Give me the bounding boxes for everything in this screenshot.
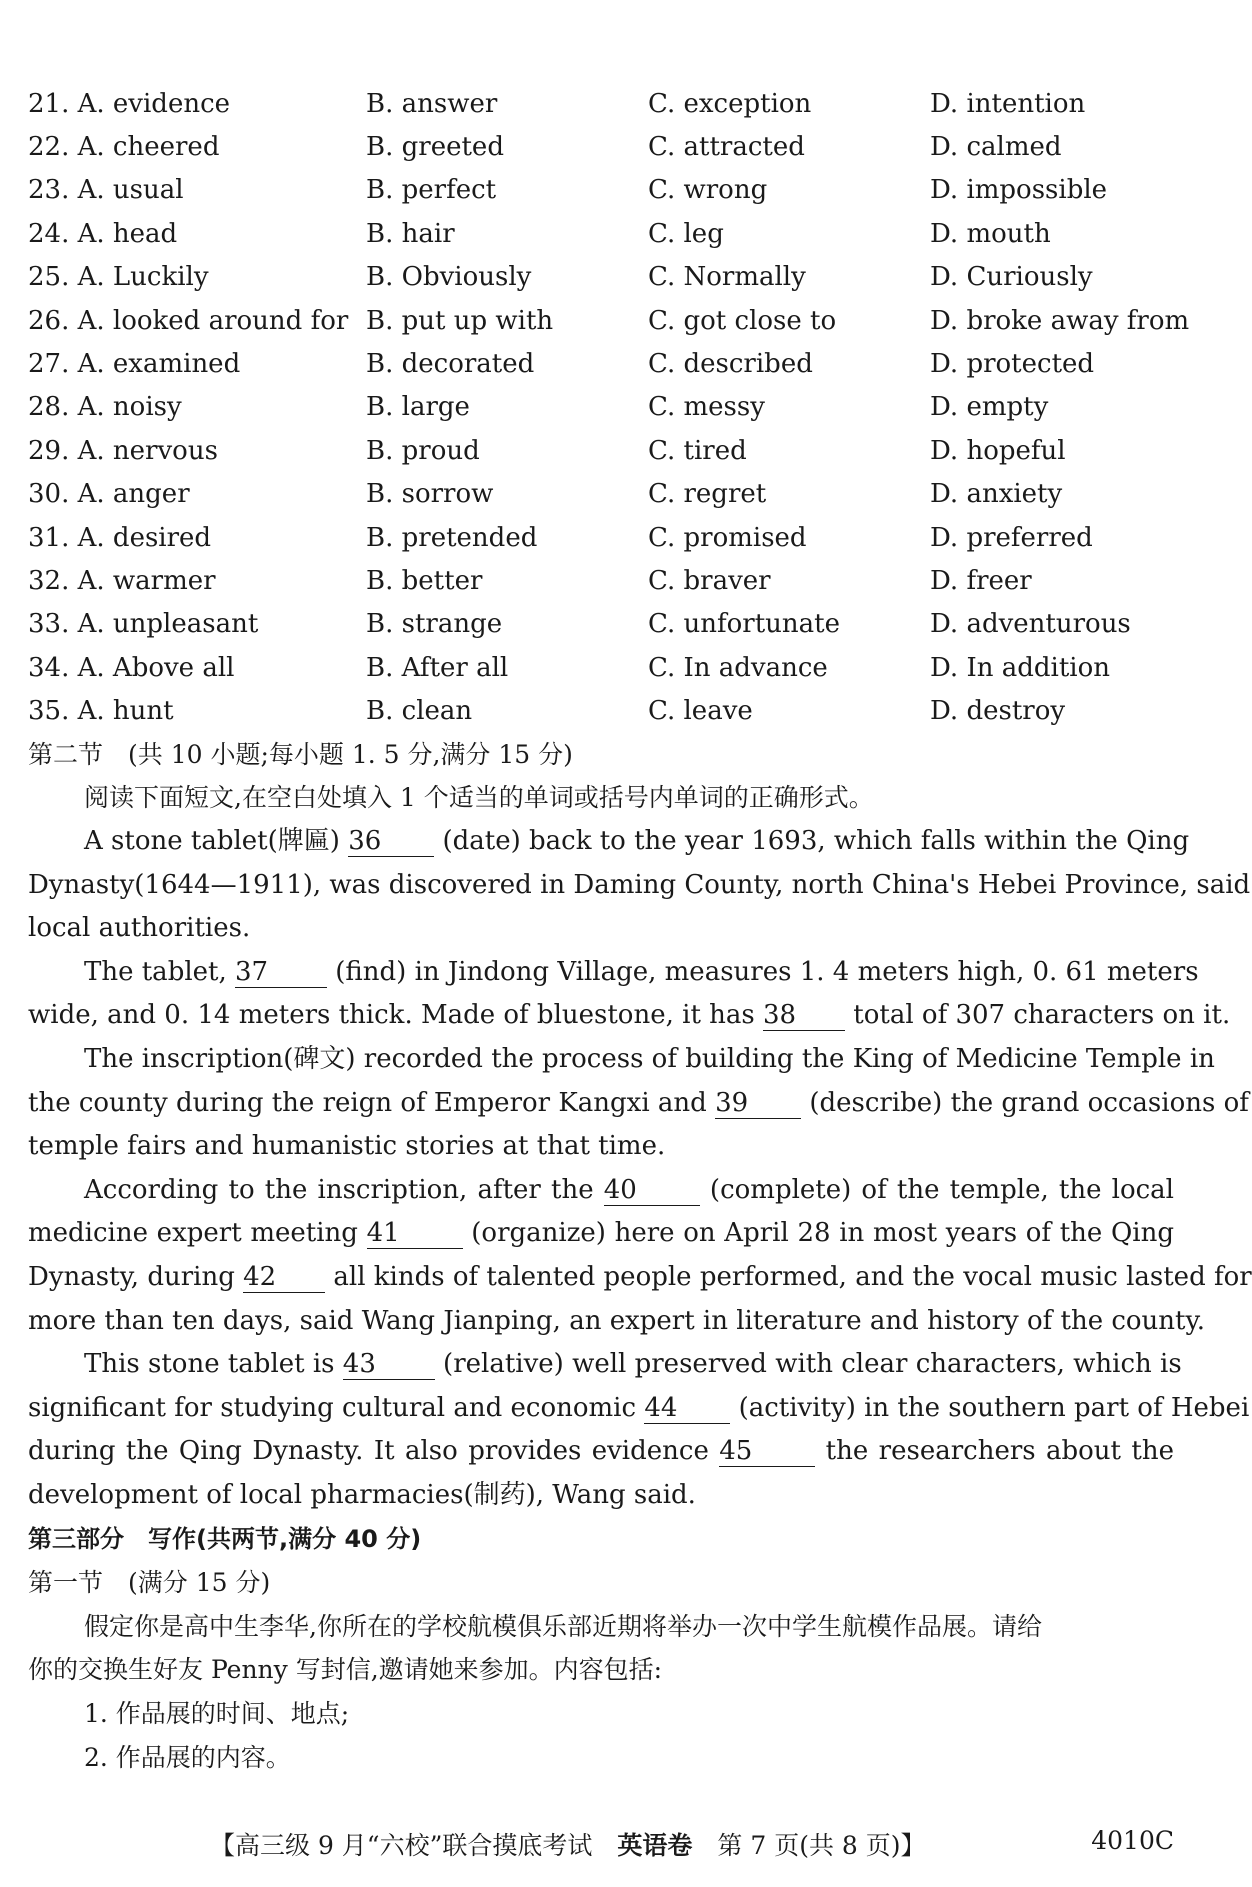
option-row: [28, 82, 1174, 125]
blank-44: 44: [644, 1393, 730, 1424]
option-a: 23. A. usual: [28, 175, 184, 206]
option-a: 33. A. unpleasant: [28, 609, 259, 640]
option-d: D. preferred: [930, 522, 1093, 553]
option-b: B. strange: [366, 609, 503, 640]
option-c: C. messy: [648, 392, 765, 423]
option-d: D. anxiety: [930, 479, 1063, 510]
option-c: C. exception: [648, 88, 812, 119]
option-a: 28. A. noisy: [28, 392, 182, 423]
passage-line: during the Qing Dynasty. It also provides evidence 45 the researchers about the: [28, 1436, 1174, 1467]
option-b: B. decorated: [366, 349, 535, 380]
option-row: [28, 646, 1174, 689]
option-d: D. freer: [930, 565, 1032, 596]
task-item: 2. 作品展的内容。: [84, 1742, 291, 1772]
blank-37: 37: [235, 957, 327, 988]
option-row: [28, 125, 1174, 168]
passage-line: significant for studying cultural and economic 44 (activity) in the southern part of Hebei: [28, 1392, 1250, 1423]
blank-41: 41: [367, 1218, 463, 1249]
option-b: B. large: [366, 392, 470, 423]
option-row: [28, 342, 1174, 385]
option-d: D. empty: [930, 392, 1049, 423]
option-a: 32. A. warmer: [28, 565, 216, 596]
option-b: B. pretended: [366, 522, 538, 553]
option-row: [28, 603, 1174, 646]
option-row: [28, 559, 1174, 602]
blank-39: 39: [715, 1088, 801, 1119]
option-b: B. Obviously: [366, 262, 532, 293]
option-a: 27. A. examined: [28, 349, 241, 380]
footer-code: 4010C: [1091, 1826, 1174, 1855]
footer-info: 【高三级 9 月“六校”联合摸底考试 英语卷 第 7 页(共 8 页)】: [210, 1831, 926, 1860]
option-d: D. protected: [930, 349, 1095, 380]
option-a: 31. A. desired: [28, 522, 212, 553]
option-d: D. destroy: [930, 696, 1066, 727]
option-b: B. perfect: [366, 175, 497, 206]
part-3-subsection: 第一节 (满分 15 分): [28, 1568, 271, 1598]
option-d: D. hopeful: [930, 435, 1066, 466]
option-c: C. leg: [648, 218, 724, 249]
passage-line: wide, and 0. 14 meters thick. Made of bluestone, it has 38 total of 307 characters on it.: [28, 1000, 1231, 1031]
option-a: 29. A. nervous: [28, 435, 218, 466]
option-b: B. better: [366, 565, 483, 596]
page-footer: [210, 1826, 1174, 1862]
option-b: B. greeted: [366, 132, 504, 163]
footer-subject: 英语卷: [617, 1831, 693, 1860]
option-c: C. Normally: [648, 262, 806, 293]
option-c: C. leave: [648, 696, 753, 727]
option-d: D. mouth: [930, 218, 1051, 249]
passage-line: local authorities.: [28, 913, 251, 944]
options-table: [28, 82, 1190, 733]
blank-42: 42: [243, 1262, 325, 1293]
blank-45: 45: [719, 1436, 815, 1467]
passage-line: temple fairs and humanistic stories at that time.: [28, 1131, 666, 1162]
passage-line: The inscription(碑文) recorded the process of building the King of Medicine Temple in: [84, 1044, 1215, 1075]
option-b: B. answer: [366, 88, 498, 119]
option-c: C. promised: [648, 522, 807, 553]
option-d: D. intention: [930, 88, 1086, 119]
option-row: [28, 473, 1174, 516]
blank-43: 43: [343, 1349, 435, 1380]
option-d: D. Curiously: [930, 262, 1093, 293]
option-d: D. In addition: [930, 652, 1110, 683]
option-c: C. wrong: [648, 175, 768, 206]
passage-line: This stone tablet is 43 (relative) well preserved with clear characters, which is: [84, 1349, 1182, 1380]
writing-task-line: 假定你是高中生李华,你所在的学校航模俱乐部近期将举办一次中学生航模作品展。请给: [84, 1611, 1042, 1641]
option-c: C. regret: [648, 479, 767, 510]
option-b: B. clean: [366, 696, 473, 727]
passage-line: medicine expert meeting 41 (organize) here on April 28 in most years of the Qing: [28, 1218, 1174, 1249]
option-a: 21. A. evidence: [28, 88, 231, 119]
option-row: [28, 256, 1174, 299]
option-row: [28, 689, 1174, 732]
footer-page-number: 第 7 页(共 8 页)】: [692, 1831, 926, 1860]
writing-task-line: 你的交换生好友 Penny 写封信,邀请她来参加。内容包括:: [28, 1655, 663, 1685]
task-item: 1. 作品展的时间、地点;: [84, 1698, 350, 1728]
option-b: B. After all: [366, 652, 509, 683]
option-c: C. attracted: [648, 132, 805, 163]
option-b: B. hair: [366, 218, 455, 249]
option-a: 25. A. Luckily: [28, 262, 209, 293]
option-b: B. sorrow: [366, 479, 494, 510]
option-c: C. unfortunate: [648, 609, 840, 640]
blank-40: 40: [604, 1175, 700, 1206]
option-c: C. In advance: [648, 652, 828, 683]
option-c: C. tired: [648, 435, 747, 466]
blank-36: 36: [348, 826, 434, 857]
passage-line: The tablet, 37 (find) in Jindong Village, measures 1. 4 meters high, 0. 61 meters: [84, 956, 1199, 987]
option-a: 30. A. anger: [28, 479, 190, 510]
option-d: D. broke away from: [930, 305, 1190, 336]
option-a: 24. A. head: [28, 218, 178, 249]
option-b: B. proud: [366, 435, 480, 466]
passage-line: development of local pharmacies(制药), Wang said.: [28, 1479, 696, 1510]
option-a: 35. A. hunt: [28, 696, 174, 727]
exam-page: [28, 82, 1252, 1779]
option-row: [28, 212, 1174, 255]
option-c: C. got close to: [648, 305, 837, 336]
option-row: [28, 386, 1174, 429]
option-row: [28, 516, 1174, 559]
option-row: [28, 429, 1174, 472]
option-c: C. braver: [648, 565, 771, 596]
option-d: D. adventurous: [930, 609, 1131, 640]
passage-line: Dynasty, during 42 all kinds of talented people performed, and the vocal music lasted for: [28, 1261, 1252, 1292]
option-a: 34. A. Above all: [28, 652, 235, 683]
passage-line: According to the inscription, after the 40 (complete) of the temple, the local: [84, 1174, 1174, 1205]
passage-line: Dynasty(1644—1911), was discovered in Daming County, north China's Hebei Province, said: [28, 869, 1251, 900]
passage-line: the county during the reign of Emperor Kangxi and 39 (describe) the grand occasions of: [28, 1087, 1249, 1118]
option-a: 22. A. cheered: [28, 132, 220, 163]
section-2-instruction: 阅读下面短文,在空白处填入 1 个适当的单词或括号内单词的正确形式。: [84, 783, 874, 813]
option-c: C. described: [648, 349, 813, 380]
option-d: D. calmed: [930, 132, 1062, 163]
option-row: [28, 169, 1174, 212]
passage-line: more than ten days, said Wang Jianping, an expert in literature and history of the county.: [28, 1305, 1205, 1336]
option-a: 26. A. looked around for: [28, 305, 349, 336]
part-3-title: 第三部分 写作(共两节,满分 40 分): [28, 1524, 422, 1553]
passage: [28, 820, 1252, 1518]
passage-line: A stone tablet(牌匾) 36 (date) back to the year 1693, which falls within the Qing: [84, 826, 1190, 857]
option-row: [28, 299, 1190, 342]
section-2-title: 第二节 (共 10 小题;每小题 1. 5 分,满分 15 分): [28, 739, 573, 769]
option-b: B. put up with: [366, 305, 554, 336]
option-d: D. impossible: [930, 175, 1108, 206]
blank-38: 38: [763, 1000, 845, 1031]
